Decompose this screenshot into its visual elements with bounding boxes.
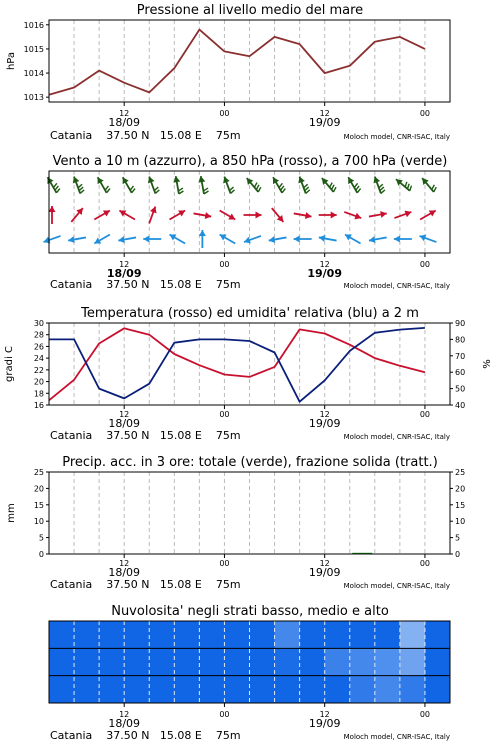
cloud-cell	[124, 648, 150, 676]
wind-arrow	[94, 210, 110, 219]
cloud-cell	[74, 621, 100, 649]
panel-1	[6, 3, 450, 142]
arrow-barb	[107, 189, 110, 193]
cloud-cell	[49, 648, 75, 676]
arrow-barb	[354, 183, 357, 187]
panel-title: Nuvolosita' negli strati basso, medio e alto	[111, 604, 389, 619]
y-tick-label-right: 15	[455, 500, 466, 510]
cloud-cell	[300, 676, 326, 704]
date-label: 18/09	[108, 717, 141, 730]
arrow-head	[49, 206, 56, 212]
time-tick-label: 00	[219, 410, 230, 419]
arrow-barb	[305, 187, 309, 191]
cloud-cell	[49, 676, 75, 704]
y-tick-label: 28	[33, 330, 44, 340]
credit-label: Moloch model, CNR-ISAC, Italy	[343, 582, 450, 590]
cloud-cell	[199, 621, 225, 649]
wind-arrow	[194, 212, 212, 219]
wind-arrow	[149, 207, 156, 224]
cloud-cell	[124, 621, 150, 649]
wind-arrow	[319, 212, 337, 219]
wind-arrow	[244, 236, 261, 243]
arrow-barb	[381, 190, 385, 194]
panel-title: Pressione al livello medio del mare	[136, 3, 364, 18]
time-tick-label: 00	[419, 559, 431, 568]
y-tick-label: 25	[33, 468, 44, 477]
arrow-head	[331, 212, 337, 219]
panel-title: Temperatura (rosso) ed umidita' relativa (blu) a 2 m	[81, 306, 419, 321]
plot-frame	[49, 472, 450, 554]
panel-2	[44, 154, 450, 291]
wind-arrow	[173, 176, 183, 194]
y-tick-label-right: 25	[455, 468, 466, 477]
cloud-cell	[99, 621, 125, 649]
cloud-cell	[149, 621, 175, 649]
panel-3	[4, 306, 493, 442]
cloud-cell	[425, 621, 451, 649]
time-tick-label: 00	[219, 710, 230, 719]
arrow-barb	[332, 185, 335, 190]
arrow-barb	[282, 189, 285, 193]
y-tick-label-right: 70	[455, 351, 466, 361]
date-label: 18/09	[108, 417, 141, 430]
date-label: 19/09	[308, 417, 341, 430]
y-tick-label-right: 50	[455, 384, 466, 394]
y-tick-label: 1013	[23, 93, 44, 103]
date-label: 18/09	[106, 267, 142, 280]
time-tick-label: 00	[419, 410, 431, 419]
arrow-barb	[204, 191, 209, 194]
y-tick-label: 22	[33, 365, 44, 375]
cloud-cell	[375, 621, 401, 649]
y-tick-label: 5	[38, 533, 44, 543]
wind-arrow	[143, 236, 161, 243]
cloud-cell	[350, 676, 376, 704]
cloud-cell	[275, 648, 301, 676]
cloud-cell	[224, 648, 250, 676]
wind-arrow	[198, 176, 208, 194]
wind-arrow	[319, 235, 337, 242]
date-label: 19/09	[308, 116, 341, 129]
time-tick-label: 12	[119, 410, 130, 419]
wind-arrow	[118, 236, 136, 243]
location-label: Catania 37.50 N 15.08 E 75m	[50, 729, 241, 742]
date-label: 19/09	[308, 566, 341, 579]
location-label: Catania 37.50 N 15.08 E 75m	[50, 278, 241, 291]
time-tick-label: 00	[219, 260, 230, 269]
y-axis-label: hPa	[6, 51, 17, 71]
cloud-cell	[99, 648, 125, 676]
arrow-barb	[357, 189, 360, 193]
time-tick-label: 12	[119, 710, 130, 719]
temperature-line	[49, 328, 425, 400]
wind-arrow	[345, 234, 361, 243]
y-tick-label: 18	[33, 389, 44, 399]
y-tick-label-right: 40	[455, 401, 466, 410]
wind-arrow	[170, 210, 186, 219]
cloud-cell	[199, 648, 225, 676]
arrow-barb	[78, 184, 82, 188]
wind-arrow	[369, 236, 387, 243]
arrow-head	[199, 230, 206, 236]
arrow-barb	[434, 187, 437, 192]
time-tick-label: 12	[319, 260, 330, 269]
cloud-cell	[250, 621, 276, 649]
cloud-cell	[425, 676, 451, 704]
cloud-cell	[400, 676, 426, 704]
time-tick-label: 12	[319, 710, 330, 719]
location-label: Catania 37.50 N 15.08 E 75m	[50, 129, 241, 142]
panel-5	[49, 604, 451, 742]
y-tick-label-right: 5	[455, 533, 461, 543]
cloud-cell	[325, 621, 351, 649]
arrow-head	[394, 236, 400, 243]
y-tick-label-right: 20	[455, 484, 466, 494]
cloud-cell	[74, 676, 100, 704]
cloud-cell	[425, 648, 451, 676]
wind-arrow	[119, 210, 135, 219]
cloud-cell	[49, 621, 75, 649]
wind-arrow	[199, 230, 206, 248]
wind-arrow	[220, 211, 236, 220]
y-tick-label-right: 90	[455, 319, 466, 328]
wind-arrow	[369, 211, 387, 218]
arrow-barb	[379, 184, 383, 188]
y-tick-label-right: 0	[455, 550, 461, 559]
time-tick-label: 12	[319, 410, 330, 419]
wind-arrow	[394, 211, 411, 218]
location-label: Catania 37.50 N 15.08 E 75m	[50, 429, 241, 442]
cloud-cell	[250, 648, 276, 676]
wind-arrow	[68, 236, 86, 243]
y-tick-label-right: 60	[455, 368, 466, 378]
cloud-cell	[250, 676, 276, 704]
arrow-barb	[80, 190, 84, 194]
cloud-cell	[74, 648, 100, 676]
pressure-line	[49, 30, 425, 95]
arrow-barb	[258, 187, 261, 192]
arrow-barb	[231, 190, 235, 194]
cloud-cell	[174, 648, 200, 676]
y-tick-label: 15	[33, 500, 44, 510]
cloud-cell	[99, 676, 125, 704]
time-tick-label: 12	[119, 559, 130, 568]
arrow-barb	[155, 190, 159, 194]
date-label: 18/09	[108, 116, 141, 129]
cloud-cell	[149, 648, 175, 676]
arrow-barb	[333, 187, 336, 192]
arrow-barb	[380, 187, 384, 191]
location-label: Catania 37.50 N 15.08 E 75m	[50, 578, 241, 591]
wind-arrow	[94, 235, 110, 244]
cloud-cell	[275, 621, 301, 649]
cloud-cell	[174, 676, 200, 704]
cloud-cell	[375, 648, 401, 676]
y-tick-label: 0	[38, 550, 44, 559]
arrow-barb	[256, 185, 259, 190]
arrow-barb	[154, 187, 158, 191]
arrow-head	[294, 236, 300, 243]
y-axis-label: gradi C	[4, 346, 15, 382]
date-label: 19/09	[307, 267, 343, 280]
arrow-barb	[254, 183, 257, 188]
wind-arrow	[220, 234, 236, 243]
time-tick-label: 00	[219, 559, 230, 568]
arrow-head	[256, 212, 262, 219]
y-tick-label: 1016	[23, 20, 44, 30]
plot-frame	[49, 20, 450, 102]
arrow-barb	[281, 186, 284, 190]
credit-label: Moloch model, CNR-ISAC, Italy	[343, 733, 450, 741]
arrow-barb	[57, 189, 60, 193]
y-tick-label: 20	[33, 377, 44, 387]
wind-arrow	[244, 212, 262, 219]
arrow-barb	[132, 189, 135, 193]
arrow-barb	[79, 187, 83, 191]
y-axis-label: mm	[6, 503, 17, 523]
arrow-barb	[229, 187, 233, 191]
arrow-barb	[279, 183, 282, 187]
y-tick-label-right: 10	[455, 517, 466, 527]
panel-title: Precip. acc. in 3 ore: totale (verde), frazione solida (tratt.)	[62, 455, 438, 470]
cloud-cell	[375, 676, 401, 704]
y-tick-label: 1015	[23, 44, 44, 54]
arrow-barb	[306, 190, 310, 194]
time-tick-label: 00	[219, 109, 230, 118]
date-label: 19/09	[308, 717, 341, 730]
y-tick-label: 26	[33, 342, 44, 352]
wind-arrow	[247, 178, 261, 192]
arrow-barb	[178, 188, 183, 191]
cloud-cell	[199, 676, 225, 704]
credit-label: Moloch model, CNR-ISAC, Italy	[343, 282, 450, 290]
wind-arrow	[71, 208, 83, 222]
arrow-barb	[432, 185, 435, 190]
time-tick-label: 00	[419, 260, 431, 269]
date-label: 18/09	[108, 566, 141, 579]
arrow-barb	[179, 191, 184, 194]
cloud-cell	[275, 676, 301, 704]
arrow-barb	[55, 186, 58, 190]
cloud-cell	[300, 621, 326, 649]
cloud-cell	[350, 648, 376, 676]
cloud-cell	[400, 621, 426, 649]
wind-arrow	[44, 236, 61, 243]
cloud-cell	[325, 676, 351, 704]
y-tick-label-right: 80	[455, 335, 466, 345]
arrow-head	[143, 236, 149, 243]
wind-arrow	[422, 178, 436, 192]
y-tick-label: 30	[33, 319, 44, 328]
arrow-barb	[304, 184, 308, 188]
time-tick-label: 12	[119, 260, 130, 269]
cloud-cell	[400, 648, 426, 676]
wind-arrow	[394, 236, 412, 243]
wind-arrow	[294, 212, 312, 219]
arrow-barb	[410, 186, 412, 191]
cloud-cell	[224, 621, 250, 649]
time-tick-label: 00	[419, 109, 431, 118]
arrow-barb	[54, 183, 57, 187]
time-tick-label: 12	[319, 559, 330, 568]
time-tick-label: 12	[119, 109, 130, 118]
time-tick-label: 00	[419, 710, 431, 719]
cloud-cell	[174, 621, 200, 649]
wind-arrow	[294, 236, 312, 243]
wind-arrow	[269, 236, 287, 243]
y-tick-label: 20	[33, 484, 44, 494]
y-tick-label: 10	[33, 517, 44, 527]
y-tick-label: 24	[33, 354, 44, 364]
wind-arrow	[344, 212, 361, 219]
panel-title: Vento a 10 m (azzurro), a 850 hPa (rosso), a 700 hPa (verde)	[52, 154, 448, 169]
cloud-cell	[224, 676, 250, 704]
y-tick-label: 16	[33, 401, 44, 410]
arrow-barb	[203, 188, 208, 191]
cloud-cell	[300, 648, 326, 676]
wind-arrow	[170, 234, 186, 243]
credit-label: Moloch model, CNR-ISAC, Italy	[343, 133, 450, 141]
cloud-cell	[149, 676, 175, 704]
wind-arrow	[419, 235, 436, 242]
cloud-cell	[350, 621, 376, 649]
arrow-barb	[330, 183, 333, 188]
arrow-barb	[405, 182, 407, 187]
arrow-barb	[130, 186, 133, 190]
y-axis-label: %	[482, 359, 493, 369]
panel-4	[6, 455, 465, 591]
wind-arrow	[420, 210, 436, 219]
wind-arrow	[322, 178, 336, 192]
y-tick-label: 1014	[23, 69, 44, 79]
time-tick-label: 12	[319, 109, 330, 118]
wind-arrow	[49, 206, 56, 224]
credit-label: Moloch model, CNR-ISAC, Italy	[343, 433, 450, 441]
arrow-barb	[356, 186, 359, 190]
arrow-barb	[407, 184, 409, 189]
arrow-barb	[105, 186, 108, 190]
wind-arrow	[272, 208, 284, 222]
cloud-cell	[124, 676, 150, 704]
cloud-cell	[325, 648, 351, 676]
wind-arrow	[396, 179, 411, 191]
